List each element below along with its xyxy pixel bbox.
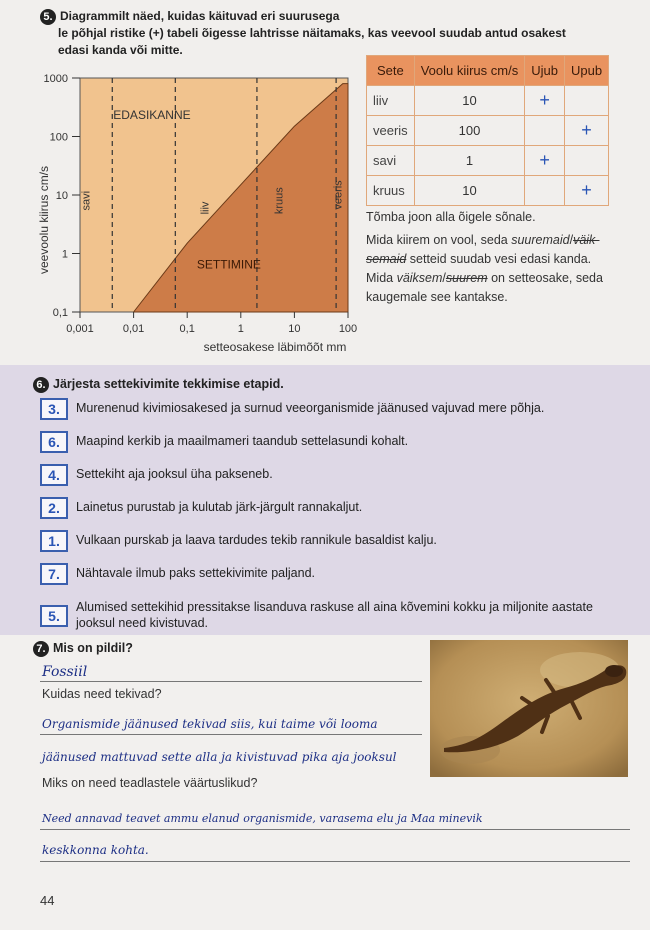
header-upub: Upub	[564, 56, 608, 86]
x-tick-label: 0,1	[179, 323, 195, 335]
x-tick-label: 1	[237, 323, 244, 335]
table-row	[367, 146, 609, 176]
table-row	[367, 86, 609, 116]
y-tick-label: 100	[49, 131, 68, 144]
grain-class-label: liiv	[199, 201, 212, 215]
list-item: 2. Lainetus purustab ja kulutab järk-järgult rannakaljut.	[40, 497, 640, 519]
order-input[interactable]: 1.	[40, 530, 68, 552]
answer-how-formed-2[interactable]: jäänused mattuvad sette alla ja kivistuvad pika aja jooksul	[42, 750, 397, 764]
cell-sete: liiv	[367, 86, 415, 116]
option-suuremaid[interactable]: suuremaid	[511, 233, 570, 247]
answer-line	[40, 829, 630, 830]
answer-why-valuable-2[interactable]: keskkonna kohta.	[42, 843, 149, 857]
question-why-valuable: Miks on need teadlastele väärtuslikud?	[42, 776, 258, 790]
option-vaiksem[interactable]: väiksem	[396, 271, 443, 285]
order-input[interactable]: 3.	[40, 398, 68, 420]
cell-upub[interactable]: +	[564, 176, 608, 206]
cell-sete: kruus	[367, 176, 415, 206]
list-item: 3. Murenenud kivimiosakesed ja surnud veeorganismide jäänused vajuvad mere põhja.	[40, 398, 640, 420]
underline-exercise	[366, 208, 641, 307]
fossil-image	[430, 640, 628, 777]
cell-ujub[interactable]: +	[525, 146, 565, 176]
y-axis-label: veevoolu kiirus cm/s	[37, 165, 51, 275]
grain-class-label: kruus	[273, 187, 286, 215]
velocity-table	[366, 55, 609, 206]
order-input[interactable]: 5.	[40, 605, 68, 627]
option-vaiksemaid[interactable]: väik-	[573, 233, 600, 247]
q7-number-badge: 7.	[33, 641, 49, 657]
list-item: 1. Vulkaan purskab ja laava tardudes tekib rannikule basaldist kalju.	[40, 530, 640, 552]
q5-title-line3: edasi kanda või mitte.	[58, 43, 183, 57]
answer-line	[40, 681, 422, 682]
cell-kiirus: 1	[414, 146, 525, 176]
q6-title: 6. Järjesta settekivimite tekkimise etapid.	[33, 376, 284, 393]
q5-title: 5. Diagrammilt näed, kuidas käituvad eri suurusega	[40, 8, 640, 25]
cell-sete: savi	[367, 146, 415, 176]
grain-class-label: veeris	[332, 180, 345, 210]
y-tick-label: 0,1	[52, 307, 68, 319]
x-tick-label: 100	[338, 323, 358, 335]
cell-upub[interactable]: +	[564, 116, 608, 146]
header-ujub: Ujub	[525, 56, 565, 86]
cell-kiirus: 10	[414, 86, 525, 116]
list-item: 5. Alumised settekihid pressitakse lisanduva raskuse all aina kõvemini kokku ja miljonite aastate jooksul need kivistuvad.	[40, 599, 640, 631]
table-row	[367, 176, 609, 206]
question-how-formed: Kuidas need tekivad?	[42, 687, 162, 701]
y-tick-label: 1000	[43, 73, 68, 85]
x-tick-label: 10	[288, 323, 301, 335]
answer-how-formed-1[interactable]: Organismide jäänused tekivad siis, kui taime või looma	[42, 717, 378, 731]
header-sete: Sete	[367, 56, 415, 86]
fossil-photo	[430, 640, 628, 777]
order-input[interactable]: 2.	[40, 497, 68, 519]
cell-sete: veeris	[367, 116, 415, 146]
cell-kiirus: 100	[414, 116, 525, 146]
cell-upub[interactable]	[564, 86, 608, 116]
ordering-steps	[40, 398, 640, 642]
order-input[interactable]: 6.	[40, 431, 68, 453]
option-suurem[interactable]: suurem	[445, 271, 488, 285]
exercise-sentence-2-cont: kaugemale see kantakse.	[366, 290, 508, 304]
chart-svg	[0, 60, 365, 360]
list-item: 7. Nähtavale ilmub paks settekivimite paljand.	[40, 563, 640, 585]
region-label-edasikanne: EDASIKANNE	[113, 107, 191, 122]
cell-kiirus: 10	[414, 176, 525, 206]
answer-why-valuable-1[interactable]: Need annavad teavet ammu elanud organismide, varasema elu ja Maa minevik	[42, 812, 483, 825]
table-row	[367, 116, 609, 146]
q7-title: 7. Mis on pildil?	[33, 640, 133, 657]
q5-title-line2: le põhjal ristike (+) tabeli õigesse lahtrisse näitamaks, kas veevool suudab antud osakest	[58, 26, 566, 40]
list-item: 6. Maapind kerkib ja maailmameri taandub settelasundi kohalt.	[40, 431, 640, 453]
answer-line	[40, 734, 422, 735]
exercise-sentence-2: Mida väiksem/suurem on setteosake, seda	[366, 271, 603, 285]
q5-number-badge: 5.	[40, 9, 56, 25]
x-tick-label: 0,01	[122, 323, 145, 335]
exercise-sentence-1: Mida kiirem on vool, seda suuremaid/väik-	[366, 233, 600, 247]
cell-ujub[interactable]	[525, 176, 565, 206]
chart-plot	[44, 73, 358, 335]
cell-upub[interactable]	[564, 146, 608, 176]
header-kiirus: Voolu kiirus cm/s	[414, 56, 525, 86]
order-input[interactable]: 7.	[40, 563, 68, 585]
list-item: 4. Settekiht aja jooksul üha pakseneb.	[40, 464, 640, 486]
order-input[interactable]: 4.	[40, 464, 68, 486]
cell-ujub[interactable]	[525, 116, 565, 146]
answer-line	[40, 861, 630, 862]
x-axis-label: setteosakese läbimõõt mm	[203, 340, 347, 354]
page-number: 44	[40, 893, 55, 908]
table-header-row	[367, 56, 609, 86]
exercise-instruction: Tõmba joon alla õigele sõnale.	[366, 210, 536, 224]
y-tick-label: 1	[61, 248, 68, 261]
exercise-sentence-1-cont: semaid setteid suudab vesi edasi kanda.	[366, 252, 592, 266]
sediment-transport-chart	[0, 60, 365, 360]
grain-class-label: savi	[80, 190, 93, 211]
cell-ujub[interactable]: +	[525, 86, 565, 116]
x-tick-label: 0,001	[66, 323, 94, 335]
answer-what-is-it[interactable]: Fossiil	[42, 664, 88, 680]
region-label-settimine: SETTIMINE	[196, 257, 261, 272]
q6-number-badge: 6.	[33, 377, 49, 393]
y-tick-label: 10	[55, 190, 68, 202]
